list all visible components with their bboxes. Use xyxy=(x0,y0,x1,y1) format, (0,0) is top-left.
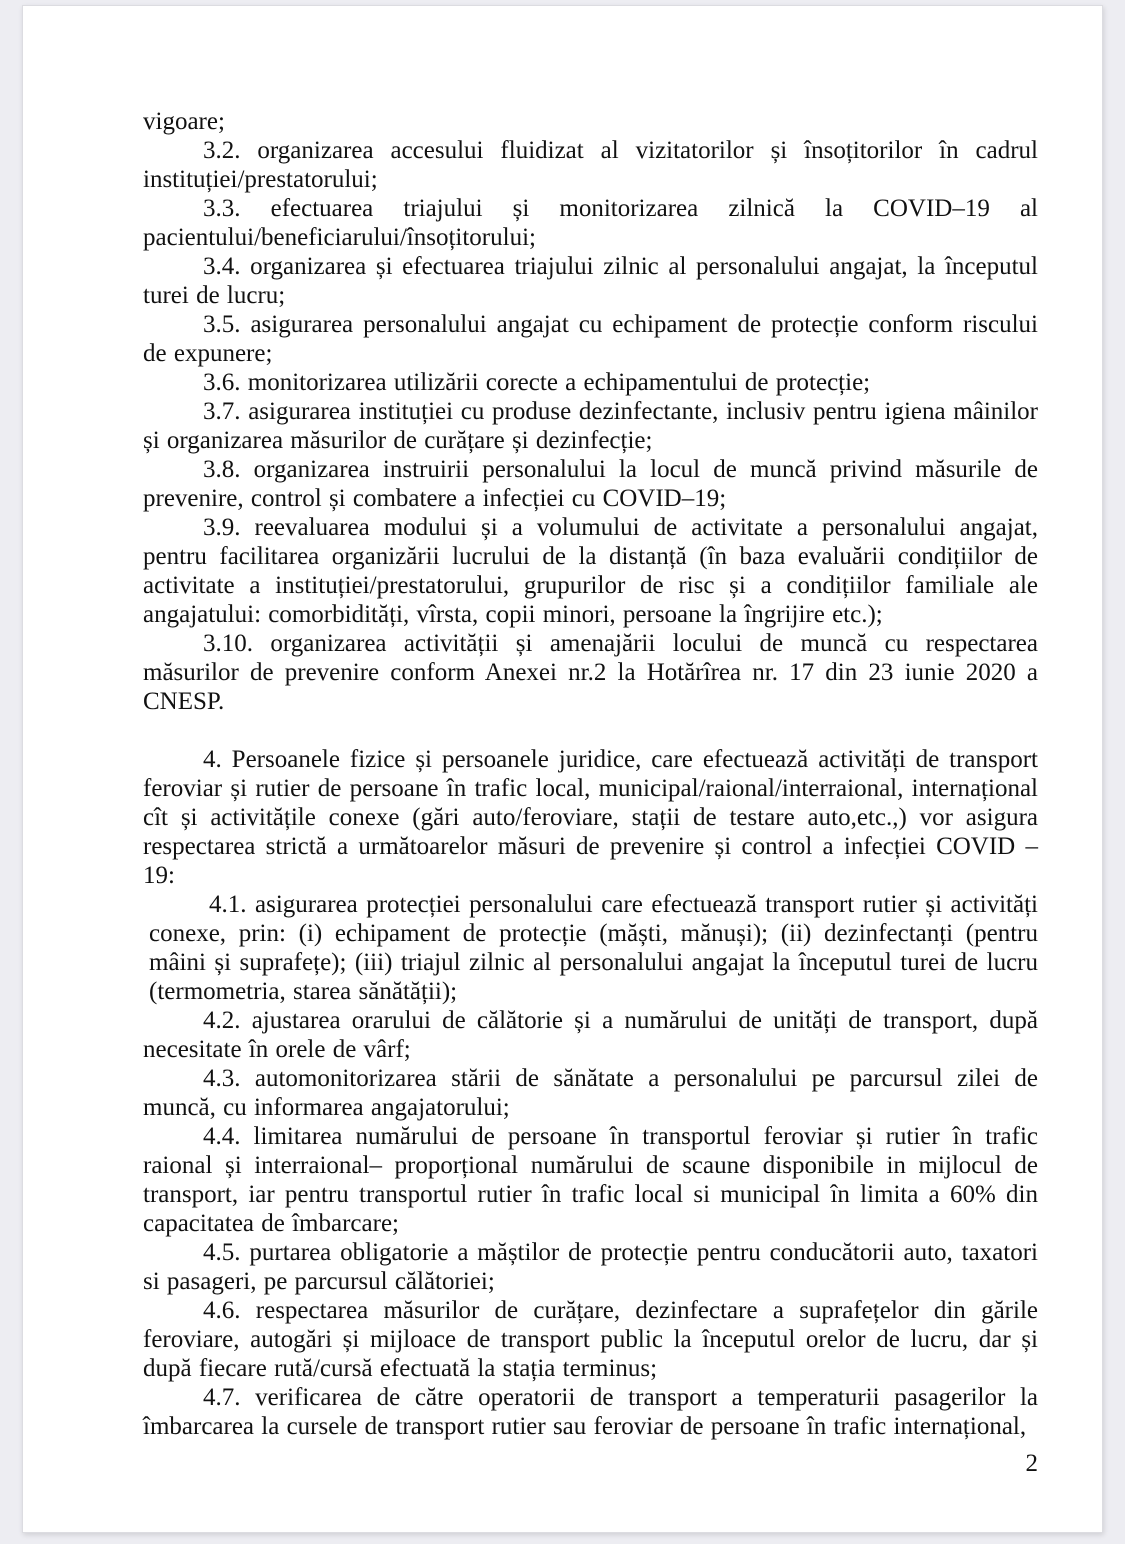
paragraph-3-2: 3.2. organizarea accesului fluidizat al vizitatorilor și însoțitorilor în cadrul instituției/prestatorului; xyxy=(143,137,1038,193)
paragraph-4-5: 4.5. purtarea obligatorie a măștilor de protecție pentru conducătorii auto, taxatori si pasageri, pe parcursul călătoriei; xyxy=(143,1239,1038,1295)
page-number: 2 xyxy=(1025,1450,1038,1477)
document-page xyxy=(22,5,1103,1533)
paragraph-3-3: 3.3. efectuarea triajului și monitorizarea zilnică la COVID–19 al pacientului/beneficiarului/însoțitorului; xyxy=(143,195,1038,251)
document-body xyxy=(23,6,1102,1441)
paragraph-4-2: 4.2. ajustarea orarului de călătorie și a numărului de unități de transport, după necesitate în orele de vârf; xyxy=(143,1007,1038,1063)
paragraph-4-7: 4.7. verificarea de către operatorii de transport a temperaturii pasagerilor la îmbarcarea la cursele de transport rutier sau feroviar de persoane în trafic internațional, xyxy=(143,1384,1038,1440)
paragraph-4-6: 4.6. respectarea măsurilor de curățare, dezinfectare a suprafețelor din gările feroviare, autogări și mijloace de transport public la începutul orelor de lucru, dar și după fiecare rută/cursă efectuată la stația terminus; xyxy=(143,1297,1038,1382)
paragraph-4-4: 4.4. limitarea numărului de persoane în transportul feroviar și rutier în trafic raional și interraional– proporțional numărului de scaune disponibile in mijlocul de transport, iar pentru transportul rutier în trafic local si municipal în limita a 60% din capacitatea de îmbarcare; xyxy=(143,1123,1038,1237)
paragraph-4: 4. Persoanele fizice și persoanele juridice, care efectuează activități de transport feroviar și rutier de persoane în trafic local, municipal/raional/interraional, internațional cît și activitățile conexe (gări auto/feroviare, stații de testare auto,etc.,) vor asigura respectarea strictă a următoarelor măsuri de prevenire și control a infecției COVID – 19: xyxy=(143,746,1038,889)
paragraph-3-10: 3.10. organizarea activității și amenajării locului de muncă cu respectarea măsurilor de prevenire conform Anexei nr.2 la Hotărîrea nr. 17 din 23 iunie 2020 a CNESP. xyxy=(143,630,1038,715)
paragraph-3-7: 3.7. asigurarea instituției cu produse dezinfectante, inclusiv pentru igiena mâinilor și organizarea măsurilor de curățare și dezinfecție; xyxy=(143,398,1038,454)
paragraph-4-1: 4.1. asigurarea protecției personalului care efectuează transport rutier și activități conexe, prin: (i) echipament de protecție (măști, mănuși); (ii) dezinfectanți (pentru mâini și suprafețe); (iii) triajul zilnic al personalului angajat la începutul turei de lucru (termometria, starea sănătății); xyxy=(149,891,1038,1005)
paragraph-3-8: 3.8. organizarea instruirii personalului la locul de muncă privind măsurile de prevenire, control și combatere a infecției cu COVID–19; xyxy=(143,456,1038,512)
paragraph-3-9: 3.9. reevaluarea modului și a volumului de activitate a personalului angajat, pentru facilitarea organizării lucrului de la distanță (în baza evaluării condițiilor de activitate a instituției/prestatorului, grupurilor de risc și a condițiilor familiale ale angajatului: comorbidități, vîrsta, copii minori, persoane la îngrijire etc.); xyxy=(143,514,1038,628)
paragraph-vigoare: vigoare; xyxy=(143,108,225,135)
paragraph-3-4: 3.4. organizarea și efectuarea triajului zilnic al personalului angajat, la începutul turei de lucru; xyxy=(143,253,1038,309)
paragraph-3-6: 3.6. monitorizarea utilizării corecte a echipamentului de protecție; xyxy=(203,369,871,396)
paragraph-4-3: 4.3. automonitorizarea stării de sănătate a personalului pe parcursul zilei de muncă, cu informarea angajatorului; xyxy=(143,1065,1038,1121)
paragraph-3-5: 3.5. asigurarea personalului angajat cu echipament de protecție conform riscului de expunere; xyxy=(143,311,1038,367)
